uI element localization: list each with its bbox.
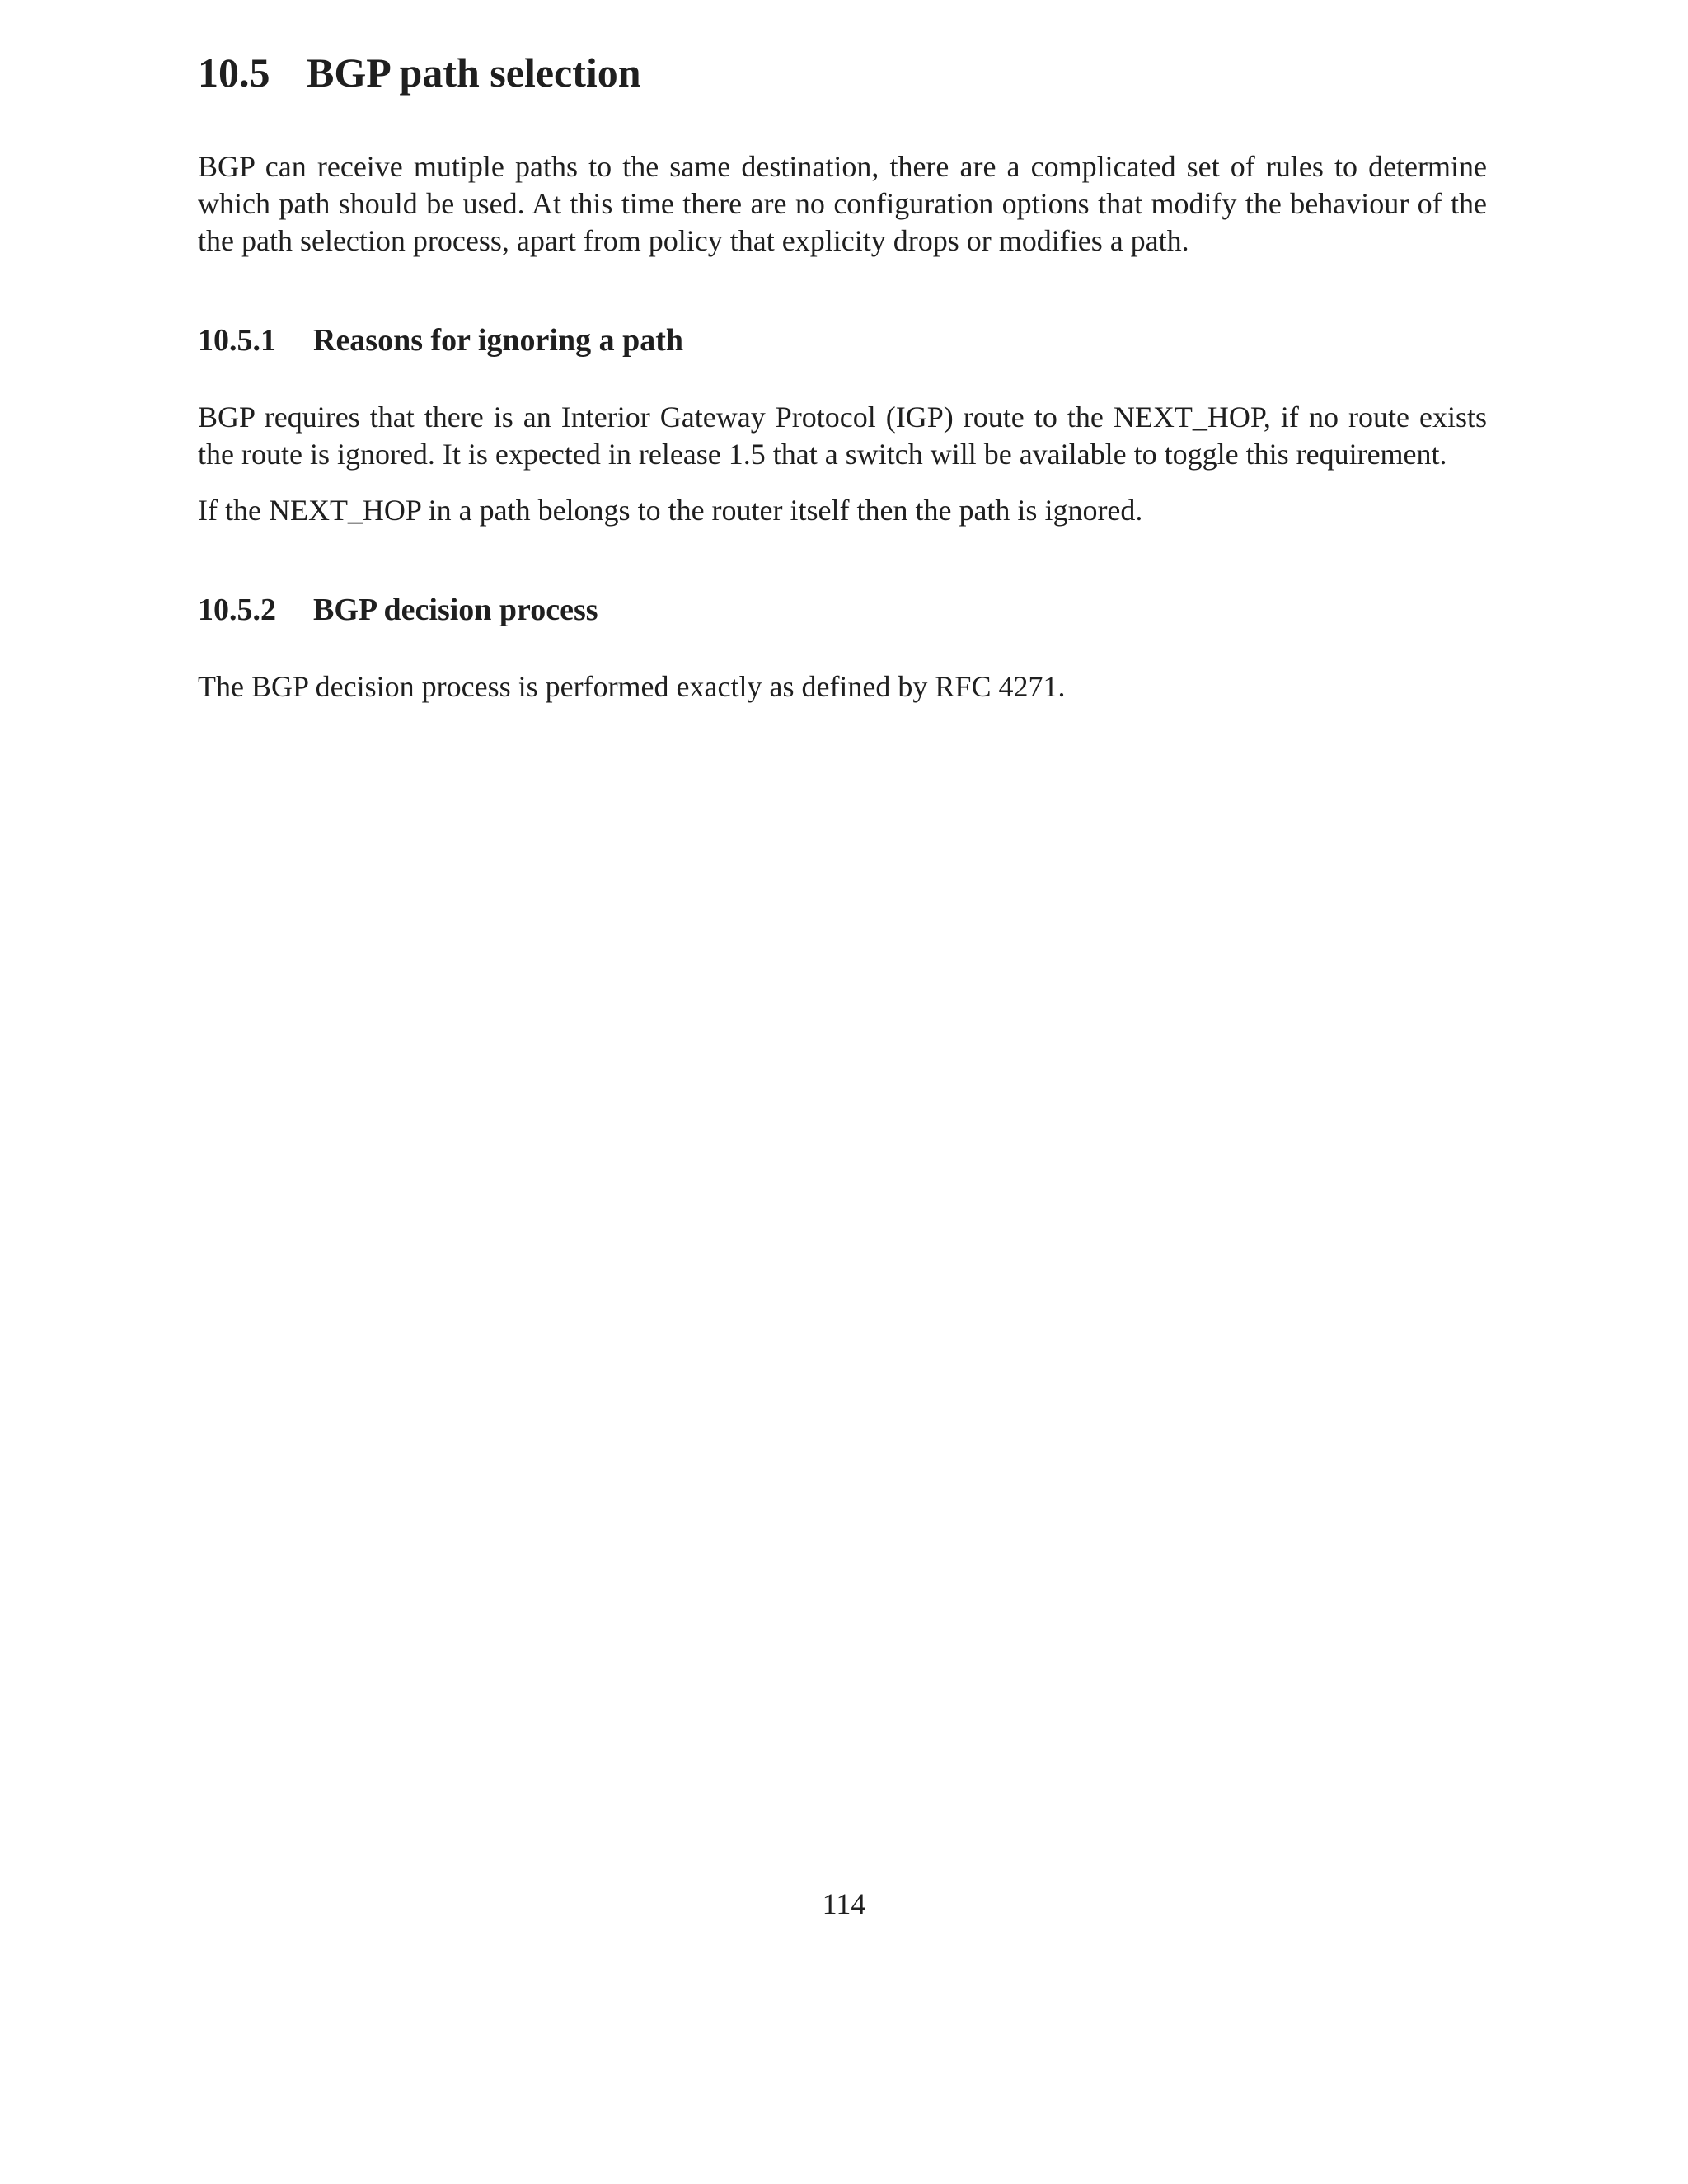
subsection-title: BGP decision process	[313, 593, 598, 627]
igp-route-paragraph: BGP requires that there is an Interior Gateway Protocol (IGP) route to the NEXT_HOP, if no route exists the route is ignored. It is expected in release 1.5 that a switch will be available to toggle this requirement.	[198, 401, 1487, 471]
subsection-number: 10.5.1	[198, 323, 276, 358]
subsection-heading-decision	[198, 592, 598, 630]
subsection-heading-reasons	[198, 322, 683, 360]
page-number: 114	[822, 1887, 866, 1920]
section-intro-paragraph: BGP can receive mutiple paths to the same destination, there are a complicated set of rules to determine which path should be used. At this time there are no configuration options that modify the behaviour of the the path selection process, apart from policy that explicity drops or modifies a path.	[198, 150, 1487, 257]
subsection-title: Reasons for ignoring a path	[313, 323, 684, 358]
subsection-number: 10.5.2	[198, 593, 276, 627]
next-hop-paragraph: If the NEXT_HOP in a path belongs to the router itself then the path is ignored.	[198, 494, 1143, 527]
section-title: BGP path selection	[307, 49, 641, 96]
document-page	[198, 0, 1487, 2184]
section-heading	[198, 48, 641, 97]
section-number: 10.5	[198, 49, 270, 96]
decision-process-paragraph: The BGP decision process is performed exactly as defined by RFC 4271.	[198, 670, 1066, 703]
